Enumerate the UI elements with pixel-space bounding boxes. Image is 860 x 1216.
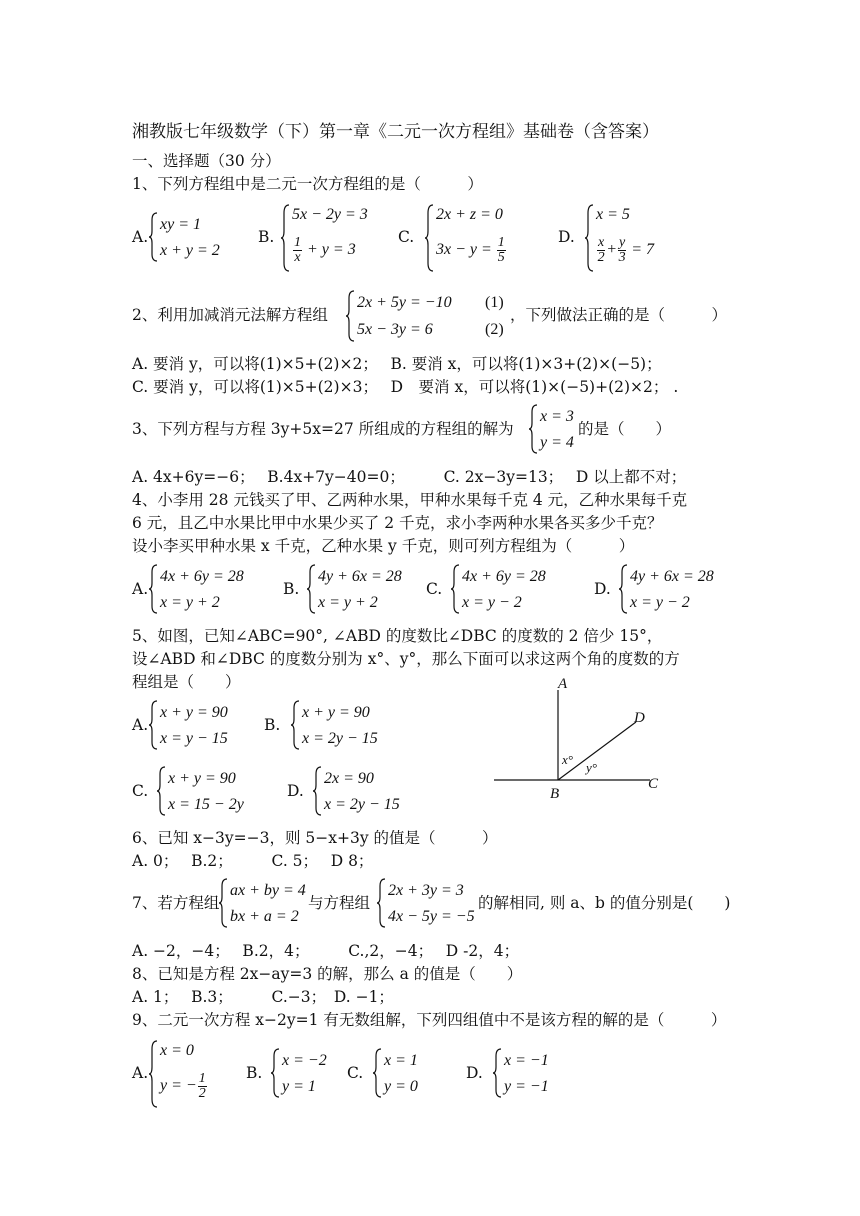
q1-d-eq2 xyxy=(596,236,654,265)
q2-post: ，下列做法正确的是（ ） xyxy=(510,306,728,324)
q9-d-eq1: x = −1 xyxy=(504,1052,549,1069)
q9-a-eq1: x = 0 xyxy=(160,1042,194,1059)
q2-eq1: 2x + 5y = −10 xyxy=(357,294,452,311)
q1-option-b-label: B. xyxy=(258,228,275,246)
q3-options: A. 4x+6y=−6； B.4x+7y−40=0； C. 2x−3y=13； D 以上都不对； xyxy=(132,468,687,486)
q1-b-eq1: 5x − 2y = 3 xyxy=(292,206,368,223)
q5-line3: 程组是（ ） xyxy=(132,673,241,691)
q5-b-eq2: x = 2y − 15 xyxy=(302,730,378,747)
page-title: 湘教版七年级数学（下）第一章《二元一次方程组》基础卷（含答案） xyxy=(132,122,659,142)
brace-icon xyxy=(424,204,434,272)
q1-c-frac-den: 5 xyxy=(497,250,505,265)
q7-post: 的解相同, 则 a、b 的值分别是( ) xyxy=(478,894,731,912)
q5-option-a-label: A. xyxy=(132,716,149,734)
q5-c-eq2: x = 15 − 2y xyxy=(168,796,244,813)
brace-icon xyxy=(270,1048,280,1098)
q1-a-eq2: x + y = 2 xyxy=(160,242,220,259)
q9-option-b-label: B. xyxy=(246,1064,263,1082)
q4-option-c-label: C. xyxy=(426,580,443,598)
q9-option-d-label: D. xyxy=(466,1064,483,1082)
brace-icon xyxy=(618,564,628,614)
brace-icon xyxy=(148,1040,158,1108)
q5-d-eq1: 2x = 90 xyxy=(324,770,374,787)
q2-tag2: (2) xyxy=(485,321,504,338)
q7-s2-eq1: 2x + 3y = 3 xyxy=(388,882,464,899)
q9-option-a-label: A. xyxy=(132,1064,149,1082)
brace-icon xyxy=(492,1048,502,1098)
q2-tag1: (1) xyxy=(485,294,504,311)
q1-c-eq1: 2x + z = 0 xyxy=(436,206,503,223)
q2-eq2: 5x − 3y = 6 xyxy=(357,321,433,338)
brace-icon xyxy=(528,404,538,454)
q4-b-eq2: x = y + 2 xyxy=(318,594,378,611)
q1-option-a-label: A. xyxy=(132,228,149,246)
q4-option-b-label: B. xyxy=(283,580,300,598)
angle-y-label: y° xyxy=(586,760,597,775)
brace-icon xyxy=(148,700,158,750)
q4-d-eq1: 4y + 6x = 28 xyxy=(630,568,714,585)
q5-line1: 5、如图，已知∠ABC=90°, ∠ABD 的度数比∠DBC 的度数的 2 倍少 15°， xyxy=(132,627,663,645)
q5-c-eq1: x + y = 90 xyxy=(168,770,236,787)
brace-icon xyxy=(290,700,300,750)
q4-a-eq2: x = y + 2 xyxy=(160,594,220,611)
q8-stem: 8、已知是方程 2x−ay=3 的解，那么 a 的值是（ ） xyxy=(132,965,523,983)
q1-option-d-label: D. xyxy=(558,228,575,246)
q1-c-eq2 xyxy=(436,236,507,265)
q3-eq2: y = 4 xyxy=(540,434,574,451)
point-d-label: D xyxy=(634,710,645,726)
brace-icon xyxy=(376,878,386,928)
q1-stem: 1、下列方程组中是二元一次方程组的是（ ） xyxy=(132,175,483,193)
q1-b-frac-den: x xyxy=(294,250,301,265)
q4-c-eq1: 4x + 6y = 28 xyxy=(462,568,546,585)
brace-icon xyxy=(306,564,316,614)
q5-option-d-label: D. xyxy=(287,782,304,800)
brace-icon xyxy=(312,766,322,816)
q5-option-c-label: C. xyxy=(132,782,149,800)
q9-d-eq2: y = −1 xyxy=(504,1078,549,1095)
angle-diagram xyxy=(490,676,690,806)
q7-options: A. −2，−4； B.2，4； C.,2，−4； D -2，4； xyxy=(132,942,520,960)
q1-d-frac2-num: y xyxy=(619,235,626,250)
q6-stem: 6、已知 x−3y=−3，则 5−x+3y 的值是（ ） xyxy=(132,829,498,847)
q2-pre: 2、利用加减消元法解方程组 xyxy=(132,306,328,324)
q9-option-c-label: C. xyxy=(347,1064,364,1082)
brace-icon xyxy=(148,212,158,262)
q9-stem: 9、二元一次方程 x−2y=1 有无数组解，下列四组值中不是该方程的解的是（ ） xyxy=(132,1011,727,1029)
q4-option-a-label: A. xyxy=(132,580,149,598)
q4-a-eq1: 4x + 6y = 28 xyxy=(160,568,244,585)
q9-a-eq2 xyxy=(160,1072,208,1101)
q3-eq1: x = 3 xyxy=(540,408,574,425)
q5-option-b-label: B. xyxy=(264,716,281,734)
q1-d-frac2-den: 3 xyxy=(618,250,626,265)
q1-c-eq2-pre: 3x − y = xyxy=(436,241,492,259)
brace-icon xyxy=(218,878,228,928)
point-c-label: C xyxy=(648,776,659,792)
q1-option-c-label: C. xyxy=(398,228,415,246)
q1-d-frac1-num: x xyxy=(598,235,605,250)
section-heading: 一、选择题（30 分） xyxy=(132,152,281,170)
q1-b-frac-num: 1 xyxy=(294,235,301,250)
q9-c-eq2: y = 0 xyxy=(384,1078,418,1095)
q5-d-eq2: x = 2y − 15 xyxy=(324,796,400,813)
brace-icon xyxy=(372,1048,382,1098)
q9-a-frac-num: 1 xyxy=(198,1071,206,1086)
q8-options: A. 1； B.3； C.−3； D. −1； xyxy=(132,988,394,1006)
brace-icon xyxy=(345,290,355,342)
q5-a-eq1: x + y = 90 xyxy=(160,704,228,721)
q7-mid: 与方程组 xyxy=(308,894,371,912)
q1-d-frac1-den: 2 xyxy=(597,250,605,265)
q3-post: 的是（ ） xyxy=(578,420,672,438)
q9-c-eq1: x = 1 xyxy=(384,1052,418,1069)
q9-b-eq1: x = −2 xyxy=(282,1052,327,1069)
q1-d-eq2-rest: = 7 xyxy=(631,241,655,259)
q4-d-eq2: x = y − 2 xyxy=(630,594,690,611)
q1-d-plus: + xyxy=(606,241,618,259)
angle-x-label: x° xyxy=(562,752,573,767)
q7-s1-eq1: ax + by = 4 xyxy=(230,882,306,899)
line-bd xyxy=(558,722,636,780)
q5-a-eq2: x = y − 15 xyxy=(160,730,228,747)
q4-line2: 6 元，且乙中水果比甲中水果少买了 2 千克，求小李两种水果各买多少千克？ xyxy=(132,514,663,532)
q9-a-eq2-pre: y = − xyxy=(160,1077,197,1095)
q7-pre: 7、若方程组 xyxy=(132,894,220,912)
brace-icon xyxy=(584,204,594,272)
brace-icon xyxy=(148,564,158,614)
q3-pre: 3、下列方程与方程 3y+5x=27 所组成的方程组的解为 xyxy=(132,420,514,438)
q4-c-eq2: x = y − 2 xyxy=(462,594,522,611)
q1-b-eq2 xyxy=(292,236,356,265)
q6-options: A. 0； B.2； C. 5； D 8； xyxy=(132,852,374,870)
q9-b-eq2: y = 1 xyxy=(282,1078,316,1095)
q4-option-d-label: D. xyxy=(594,580,611,598)
brace-icon xyxy=(156,766,166,816)
brace-icon xyxy=(450,564,460,614)
q1-a-eq1: xy = 1 xyxy=(160,216,201,233)
q4-line1: 4、小李用 28 元钱买了甲、乙两种水果，甲种水果每千克 4 元，乙种水果每千克 xyxy=(132,491,688,509)
q5-b-eq1: x + y = 90 xyxy=(302,704,370,721)
q4-b-eq1: 4y + 6x = 28 xyxy=(318,568,402,585)
q1-c-frac-num: 1 xyxy=(497,235,505,250)
brace-icon xyxy=(280,204,290,272)
point-b-label: B xyxy=(550,786,560,802)
q7-s2-eq2: 4x − 5y = −5 xyxy=(388,908,475,925)
q2-options-line2: C. 要消 y，可以将(1)×5+(2)×3； D 要消 x，可以将(1)×(−5)+(2)×2； . xyxy=(132,378,679,396)
q4-line3: 设小李买甲种水果 x 千克，乙种水果 y 千克，则可列方程组为（ ） xyxy=(132,537,635,555)
q7-s1-eq2: bx + a = 2 xyxy=(230,908,299,925)
q1-b-eq2-rest: + y = 3 xyxy=(307,241,356,259)
angle-figure xyxy=(490,676,690,806)
q9-a-frac-den: 2 xyxy=(198,1086,206,1101)
q1-d-eq1: x = 5 xyxy=(596,206,630,223)
q2-options-line1: A. 要消 y，可以将(1)×5+(2)×2； B. 要消 x，可以将(1)×3+(2)×(−5)； xyxy=(132,355,662,373)
point-a-label: A xyxy=(558,676,568,692)
q5-line2: 设∠ABD 和∠DBC 的度数分别为 x°、y°，那么下面可以求这两个角的度数的方 xyxy=(132,650,680,668)
